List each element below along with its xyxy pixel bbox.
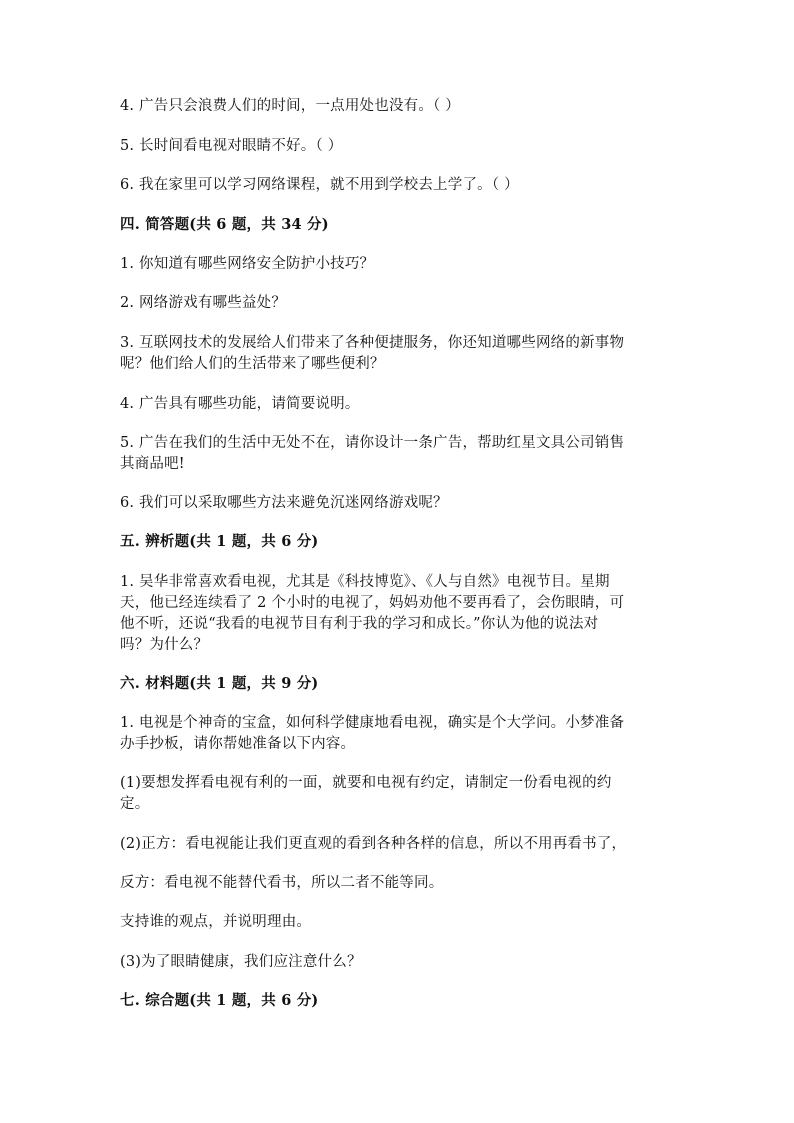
question-judge-4: 4. 广告只会浪费人们的时间，一点用处也没有。（ ） [120, 98, 461, 114]
question-short-3-line1: 3. 互联网技术的发展给人们带来了各种便捷服务，你还知道哪些网络的新事物 [120, 335, 625, 351]
section-heading-comprehensive: 七. 综合题(共 1 题，共 6 分) [120, 992, 319, 1009]
question-material-part1-line1: (1)要想发挥看电视有利的一面，就要和电视有约定，请制定一份看电视的约 [120, 775, 612, 791]
question-analysis-1-line3: 他不听，还说“我看的电视节目有利于我的学习和成长。”你认为他的说法对 [120, 616, 599, 632]
question-material-part2-con: 反方：看电视不能替代看书，所以二者不能等同。 [120, 875, 444, 891]
question-material-part1-line2: 定。 [120, 796, 150, 812]
question-short-1: 1. 你知道有哪些网络安全防护小技巧？ [120, 256, 375, 272]
section-heading-material: 六. 材料题(共 1 题，共 9 分) [120, 675, 319, 692]
question-material-part2-ask: 支持谁的观点，并说明理由。 [120, 914, 312, 930]
question-material-1-line2: 办手抄板，请你帮她准备以下内容。 [120, 736, 356, 752]
question-material-part2-pro: (2)正方：看电视能让我们更直观的看到各种各样的信息，所以不用再看书了， [120, 836, 627, 852]
section-heading-short-answer: 四. 简答题(共 6 题，共 34 分) [120, 216, 329, 233]
question-short-2: 2. 网络游戏有哪些益处？ [120, 295, 287, 311]
question-short-6: 6. 我们可以采取哪些方法来避免沉迷网络游戏呢？ [120, 495, 448, 511]
question-judge-5: 5. 长时间看电视对眼睛不好。（ ） [120, 138, 343, 154]
question-material-1-line1: 1. 电视是个神奇的宝盒，如何科学健康地看电视，确实是个大学问。小梦准备 [120, 715, 625, 731]
question-short-4: 4. 广告具有哪些功能，请简要说明。 [120, 396, 360, 412]
question-short-5-line1: 5. 广告在我们的生活中无处不在，请你设计一条广告，帮助红星文具公司销售 [120, 435, 625, 451]
question-material-part3: (3)为了眼睛健康，我们应注意什么？ [120, 954, 362, 970]
question-short-5-line2: 其商品吧! [120, 456, 185, 472]
section-heading-analysis: 五. 辨析题(共 1 题，共 6 分) [120, 533, 319, 550]
question-short-3-line2: 呢？他们给人们的生活带来了哪些便利？ [120, 356, 385, 372]
question-analysis-1-line4: 吗？为什么？ [120, 637, 209, 653]
question-judge-6: 6. 我在家里可以学习网络课程，就不用到学校去上学了。（ ） [120, 177, 519, 193]
question-analysis-1-line2: 天，他已经连续看了 2 个小时的电视了，妈妈劝他不要再看了，会伤眼睛，可 [120, 595, 625, 611]
question-analysis-1-line1: 1. 吴华非常喜欢看电视，尤其是《科技博览》、《人与自然》电视节目。星期 [120, 574, 610, 590]
